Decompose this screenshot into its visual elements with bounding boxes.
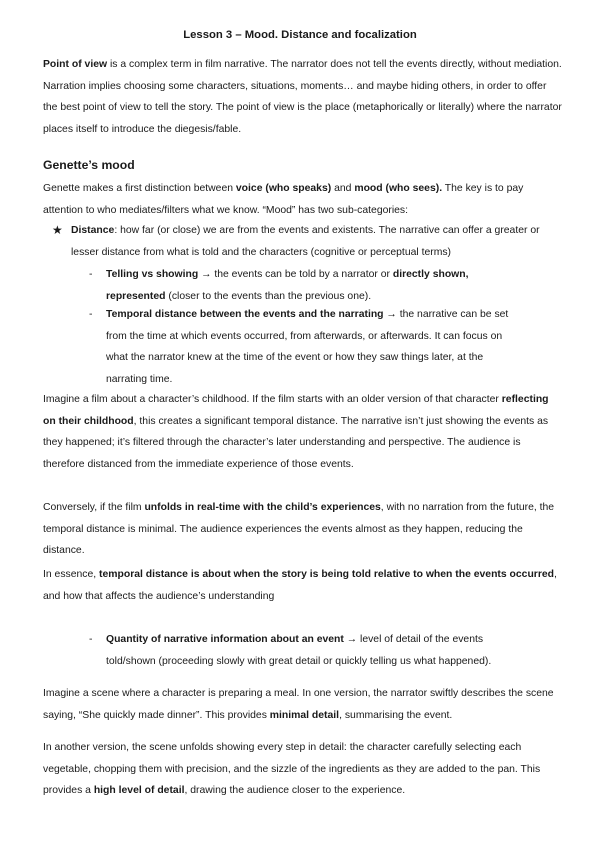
page-title: Lesson 3 – Mood. Distance and focalization xyxy=(183,29,417,41)
dash-bullet: - xyxy=(89,269,93,280)
paragraph-point-of-view: Point of view is a complex term in film narrative. The narrator does not tell the events directly, without mediation. Narration implies choosing some characters, situations, moments… and maybe hiding others, in order to offer the best point of view to tell the story. The point of view is the place (metaphorically or literally) where the narrator places itself to introduce the diegesis/fable. xyxy=(43,59,562,135)
paragraph-in-essence: In essence, temporal distance is about when the story is being told relative to when the events occurred, and how that affects the audience’s understanding xyxy=(43,569,557,602)
sub-item-telling-showing: Telling vs showing → the events can be told by a narrator or directly shown, represented (closer to the events than the previous one). xyxy=(106,269,469,302)
paragraph-another-version: In another version, the scene unfolds showing every step in detail: the character carefully selecting each vegetable, chopping them with precision, and the sizzle of the ingredients as they are added to the pan. This provides a high level of detail, drawing the audience closer to the experience. xyxy=(43,742,541,796)
paragraph-genette: Genette makes a first distinction between voice (who speaks) and mood (who sees). The key is to pay attention to who mediates/filters what we know. “Mood” has two sub-categories: xyxy=(43,183,524,216)
paragraph-conversely: Conversely, if the film unfolds in real-time with the child’s experiences, with no narration from the future, the temporal distance is minimal. The audience experiences the events almost as they happen, reducing the distance. xyxy=(43,502,555,556)
sub-item-temporal-distance: Temporal distance between the events and the narrating → the narrative can be set from the time at which events occurred, from afterwards, or afterwards. It can focus on what the narrator knew at the time of the event or how they saw things later, at the narrating time. xyxy=(106,309,509,385)
paragraph-meal-example: Imagine a scene where a character is preparing a meal. In one version, the narrator swiftly describes the scene saying, “She quickly made dinner”. This provides minimal detail, summarising the event. xyxy=(43,688,554,721)
section-heading-genette: Genette’s mood xyxy=(43,158,135,172)
sub-item-quantity: Quantity of narrative information about an event → level of detail of the events told/shown (proceeding slowly with great detail or quickly telling us what happened). xyxy=(106,634,492,667)
paragraph-imagine-film: Imagine a film about a character’s childhood. If the film starts with an older version of that character reflecting on their childhood, this creates a significant temporal distance. The narrative isn’t just showing the events as they happened; it’s filtered through the character’s later understanding and perspective. The audience is therefore distanced from the immediate experience of those events. xyxy=(43,394,549,470)
list-item-distance: Distance: how far (or close) we are from the events and existents. The narrative can offer a greater or lesser distance from what is told and the characters (cognitive or perceptual terms) xyxy=(71,225,540,258)
dash-bullet: - xyxy=(89,634,93,645)
star-bullet-icon: ★ xyxy=(52,223,63,237)
dash-bullet: - xyxy=(89,309,93,320)
